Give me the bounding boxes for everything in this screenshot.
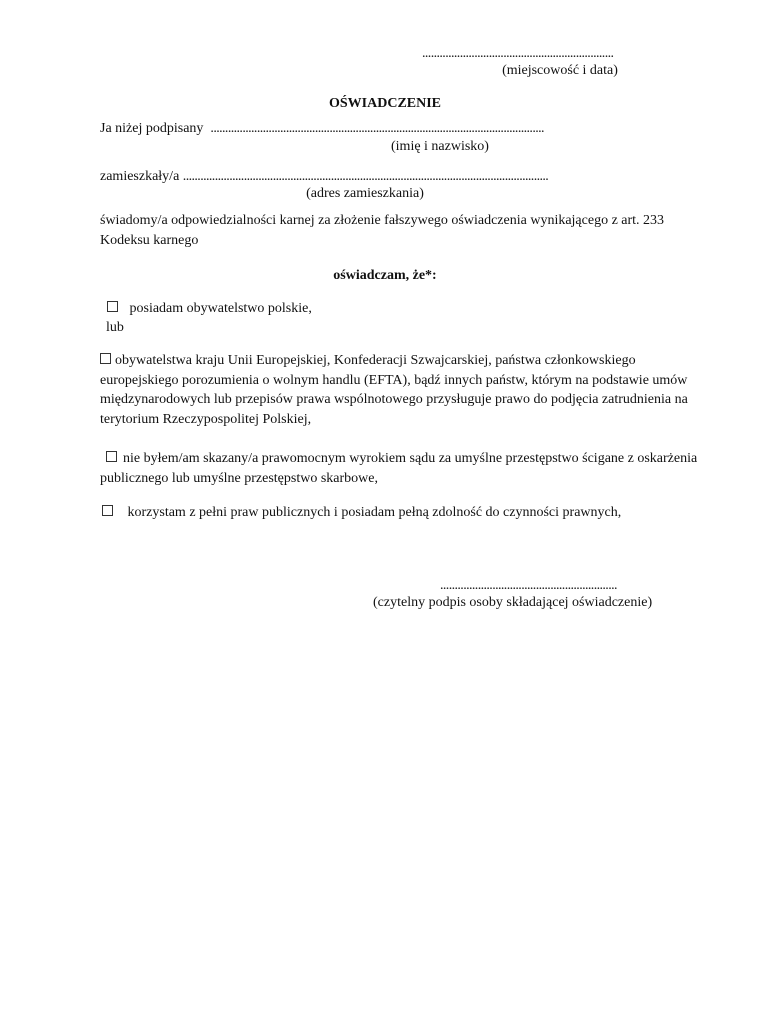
date-place-label: (miejscowość i data) [502,63,618,78]
address-field-line[interactable]: .............................................................................................................................. [182,169,549,184]
option-eu-citizenship [100,351,700,429]
name-field-row [100,119,544,138]
option-full-rights-label: korzystam z pełni praw publicznych i posiadam pełną zdolność do czynności prawnych, [127,505,622,520]
signature-label: (czytelny podpis osoby składającej oświadczenie) [373,595,653,610]
address-field-label: (adres zamieszkania) [306,186,424,201]
address-field-prefix: zamieszkały/a [100,169,180,184]
declare-heading: oświadczam, że*: [333,268,437,283]
option-eu-citizenship-label: obywatelstwa kraju Unii Europejskiej, Konfederacji Szwajcarskiej, państwa członkowskiego europejskiego porozumienia o wolnym handlu (EFTA), bądź innych państw, którym na podstawie umów międzynarodowych lub przepisów prawa wspólnotowego przysługuje prawo do podjęcia zatrudnienia na terytorium Rzeczypospolitej Polskiej, [100,353,688,427]
option-or: lub [106,320,124,335]
name-field-line[interactable]: ................................................................................................................... [210,121,544,136]
option-citizenship-label: posiadam obywatelstwo polskie, [129,301,312,316]
document-title: OŚWIADCZENIE [328,96,442,111]
option-not-convicted-label: nie byłem/am skazany/a prawomocnym wyrokiem sądu za umyślne przestępstwo ścigane z oskarżenia publicznego lub umyślne przestępstwo skarbowe, [100,451,698,486]
checkbox-citizenship[interactable] [107,301,118,312]
checkbox-full-rights[interactable] [102,505,113,516]
name-field-label: (imię i nazwisko) [391,139,489,154]
option-full-rights [102,503,621,522]
option-not-convicted [100,449,700,488]
option-citizenship [107,299,312,318]
awareness-statement: świadomy/a odpowiedzialności karnej za złożenie fałszywego oświadczenia wynikającego z art. 233 Kodeksu karnego [100,213,665,248]
checkbox-eu-citizenship[interactable] [100,353,111,364]
checkbox-not-convicted[interactable] [106,451,117,462]
name-field-prefix: Ja niżej podpisany [100,121,204,136]
signature-line[interactable]: ............................................................. [440,578,617,593]
date-place-line: .................................................................. [422,46,614,61]
